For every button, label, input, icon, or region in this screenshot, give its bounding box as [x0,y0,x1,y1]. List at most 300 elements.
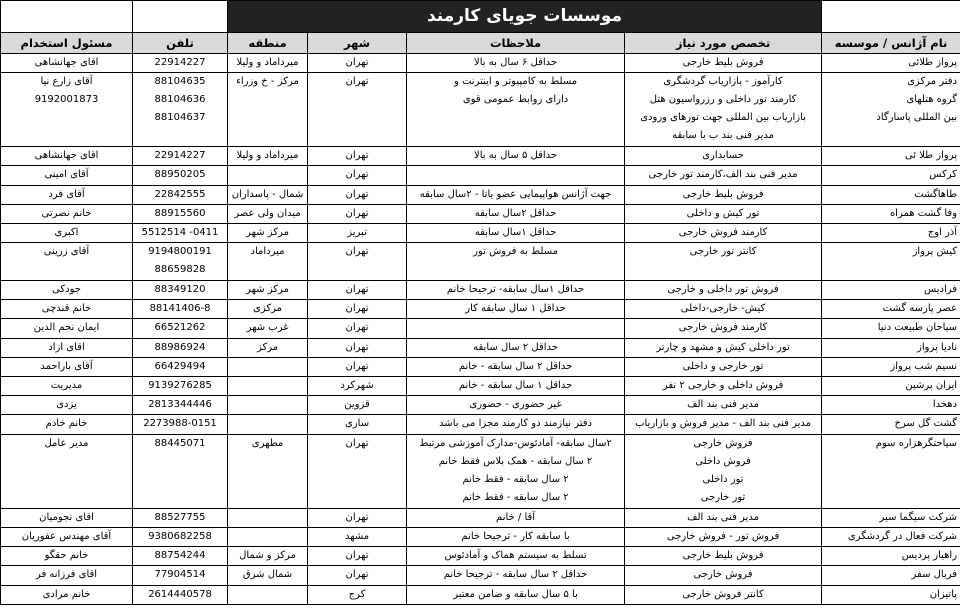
phone-text: 88104637 [154,112,206,124]
phone-text: 88950205 [154,169,206,181]
cell-city [308,338,407,357]
cell-notes [407,396,625,415]
phone-text: 0411- 5512514 [141,227,219,239]
cell-phone [133,204,228,223]
cell-city [308,243,407,280]
cell-city [308,415,407,434]
cell-contact [1,547,133,566]
contact-text: خانم حقگو [44,550,89,562]
agency-text: نادیا پرواز [917,341,958,353]
city-text: تهران [345,303,369,315]
cell-notes [407,566,625,585]
notes-text: مسلط به کامپیوتر و اینترنت و [453,76,578,88]
city-text: تهران [345,437,369,449]
contact-text: جودکی [52,283,81,295]
cell-agency [822,280,960,299]
notes-text: دفتر نیازمند دو کارمند مجزا می باشد [439,418,593,430]
cell-area [228,147,308,166]
agency-text: عصر پارسه گشت [882,303,958,315]
blank-cell [822,1,960,33]
agency-text: شرکت فعال در گردشگری [847,530,958,542]
cell-agency [822,508,960,527]
specialty-text: فروش خارجی [693,437,753,449]
city-text: تهران [345,360,369,372]
notes-text: مسلط به فروش تور [473,246,558,258]
cell-city [308,224,407,243]
cell-specialty [625,204,822,223]
table-row [1,319,960,338]
area-text [231,377,304,395]
city-text: مشهد [344,530,370,542]
area-text [231,415,304,433]
specialty-text: تور کیش و داخلی [686,207,760,219]
cell-city [308,73,407,147]
header-notes: ملاحظات [407,33,625,54]
specialty-text: کارمند فروش خارجی [678,227,768,239]
phone-text: 2273988-0151 [143,418,217,430]
specialty-text: کارآموز - بازاریاب گردشگری [663,76,783,88]
table-row [1,396,960,415]
city-text: تهران [345,341,369,353]
cell-phone [133,280,228,299]
cell-phone [133,527,228,546]
cell-phone [133,585,228,604]
table-row [1,185,960,204]
cell-area [228,280,308,299]
phone-text: 88527755 [154,511,206,523]
notes-text [410,319,621,337]
cell-area [228,376,308,395]
cell-contact [1,204,133,223]
area-text: غرب شهر [246,322,289,334]
specialty-text: بازاریاب بین المللی جهت تورهای ورودی [640,112,806,124]
specialty-text: کانتر تور خارجی [689,246,757,258]
cell-specialty [625,338,822,357]
cell-phone [133,508,228,527]
cell-city [308,547,407,566]
cell-area [228,54,308,73]
phone-text: 88986924 [154,341,206,353]
cell-agency [822,527,960,546]
cell-notes [407,54,625,73]
cell-phone [133,54,228,73]
cell-area [228,338,308,357]
contact-text: اقای نجومیان [39,511,94,523]
cell-specialty [625,434,822,508]
agency-text: کرکس [929,169,958,181]
cell-phone [133,434,228,508]
cell-area [228,166,308,185]
agency-text: آذر اوج [927,227,958,239]
cell-specialty [625,357,822,376]
agency-text: بین المللی پاسارگاد [876,112,958,124]
cell-area [228,185,308,204]
phone-text: 9139276285 [148,379,212,391]
cell-phone [133,396,228,415]
cell-area [228,508,308,527]
agency-text: راهیار پردیس [901,550,958,562]
area-text: مرکز شهر [246,283,289,295]
table-row [1,376,960,395]
notes-text: حداقل ۲سال سابقه [474,207,557,219]
cell-phone [133,166,228,185]
city-text: تهران [345,169,369,181]
city-text: تهران [345,569,369,581]
page-title: موسسات جویای کارمند [228,1,822,33]
notes-text: حداقل ۱سال سابقه- ترجیحا خانم [446,283,585,295]
cell-notes [407,338,625,357]
table-row [1,54,960,73]
contact-text: آقای فرد [48,188,85,200]
cell-agency [822,300,960,319]
cell-specialty [625,166,822,185]
contact-text: آقای مهندس عفوریان [21,530,112,542]
notes-text: حداقل ۲ سال سابقه - خانم [458,360,573,372]
cell-city [308,166,407,185]
cell-area [228,566,308,585]
cell-contact [1,376,133,395]
table-row [1,357,960,376]
city-text: تهران [345,283,369,295]
header-row [1,33,960,54]
notes-text: حداقل ۶ سال به بالا [474,57,558,68]
cell-city [308,434,407,508]
cell-agency [822,319,960,338]
cell-phone [133,338,228,357]
cell-specialty [625,224,822,243]
cell-city [308,527,407,546]
city-text: تهران [345,322,369,334]
header-area: منطقه [228,33,308,54]
agency-text: پرواز طلا ئی [904,150,958,162]
specialty-text: مدیر فنی بند الف [687,511,759,523]
phone-text: 77904514 [154,569,206,581]
cell-agency [822,166,960,185]
contact-text: اکبری [54,227,79,239]
cell-agency [822,547,960,566]
cell-city [308,357,407,376]
notes-text: آقا / خانم [496,511,536,523]
cell-phone [133,185,228,204]
city-text: تهران [345,207,369,219]
contact-text: مدیر عامل [44,437,89,449]
specialty-text: فروش بلیط خارجی [682,57,764,68]
specialty-text: حسابداری [702,150,744,162]
cell-contact [1,54,133,73]
cell-contact [1,280,133,299]
cell-phone [133,319,228,338]
cell-contact [1,566,133,585]
contact-text: اقای جهانشاهی [34,57,99,68]
agency-text: فربال سفر [911,569,958,581]
header-city: شهر [308,33,407,54]
cell-agency [822,396,960,415]
cell-phone [133,243,228,280]
table-row [1,434,960,508]
cell-contact [1,527,133,546]
agency-text: سیاحتگرهزاره سوم [875,437,958,449]
agency-text: کیش پرواز [912,246,958,258]
specialty-text: کارمند فروش خارجی [678,322,768,334]
contact-text: آقای زارع نیا [40,76,93,88]
cell-specialty [625,319,822,338]
cell-agency [822,73,960,147]
table-row [1,547,960,566]
cell-agency [822,338,960,357]
cell-notes [407,376,625,395]
cell-contact [1,147,133,166]
notes-text: حداقل ۲ سال سابقه [473,341,558,353]
specialty-text: فروش داخلی [695,455,751,467]
contact-text: آقای زرینی [43,246,90,258]
notes-text: جهت آژانس هواپیمایی عضو یاتا - ۲سال سابقه [419,188,612,200]
specialty-text: مدیر فنی بند الف - مدیر فروش و بازاریاب [635,418,811,430]
cell-contact [1,434,133,508]
cell-agency [822,224,960,243]
agency-text: فرادیس [923,283,958,295]
agency-text: پاتیزان [929,588,958,600]
phone-text: 88659828 [154,264,206,276]
cell-area [228,224,308,243]
header-agency: نام آژانس / موسسه [822,33,960,54]
cell-contact [1,319,133,338]
table-row [1,204,960,223]
notes-text: حداقل ۵ سال به بالا [474,150,558,162]
phone-text: 88445071 [154,437,206,449]
cell-notes [407,204,625,223]
contact-text: اقای ازاد [48,341,85,353]
contact-text: اقای فرزانه فر [35,569,98,581]
agency-text: سیاحان طبیعت دنیا [877,322,958,334]
cell-agency [822,243,960,280]
cell-area [228,585,308,604]
cell-notes [407,300,625,319]
specialty-text: تور خارجی [700,491,746,503]
cell-agency [822,204,960,223]
cell-agency [822,585,960,604]
area-text [231,358,304,376]
area-text [231,509,304,527]
table-row [1,566,960,585]
cell-specialty [625,396,822,415]
cell-area [228,319,308,338]
cell-specialty [625,54,822,73]
cell-contact [1,300,133,319]
cell-notes [407,527,625,546]
phone-text: 88104635 [154,76,206,88]
cell-phone [133,566,228,585]
cell-city [308,185,407,204]
cell-specialty [625,147,822,166]
cell-specialty [625,527,822,546]
table-row [1,415,960,434]
agency-text: پرواز طلائی [908,57,958,68]
title-row [1,1,960,33]
table-row [1,224,960,243]
cell-area [228,527,308,546]
cell-notes [407,508,625,527]
area-text [231,586,304,604]
notes-text: ۲ سال سابقه - فقط خانم [462,491,569,503]
cell-notes [407,224,625,243]
table-row [1,527,960,546]
area-text: مرکز شهر [246,227,289,239]
cell-phone [133,376,228,395]
table-row [1,300,960,319]
cell-contact [1,73,133,147]
cell-contact [1,166,133,185]
city-text: تهران [345,511,369,523]
cell-city [308,319,407,338]
cell-notes [407,280,625,299]
notes-text [410,166,621,184]
city-text: تهران [345,57,369,68]
cell-specialty [625,185,822,204]
table-row [1,585,960,604]
cell-agency [822,434,960,508]
cell-notes [407,319,625,338]
cell-agency [822,415,960,434]
notes-text: حداقل ۱ سال سابقه کار [465,303,566,315]
cell-specialty [625,585,822,604]
contact-text: خانم مرادی [42,588,91,600]
cell-phone [133,147,228,166]
header-phone: تلفن [133,33,228,54]
specialty-text: فروش بلیط خارجی [682,550,764,562]
cell-specialty [625,376,822,395]
cell-notes [407,357,625,376]
contact-text: خانم قندچی [41,303,92,315]
agency-text: گروه هتلهای [906,94,958,106]
contact-text: آقای باراحمد [40,360,93,372]
contact-text: اقای جهانشاهی [34,150,99,162]
table-row [1,166,960,185]
contact-text: آقای امینی [44,169,89,181]
city-text: کرج [348,588,366,600]
agency-text: وفا گشت همراه [889,207,958,219]
cell-specialty [625,415,822,434]
specialty-text: کارمند تور داخلی و رزرواسیون هتل [649,94,797,106]
phone-text: 88141406-8 [149,303,211,315]
area-text [231,396,304,414]
cell-phone [133,357,228,376]
table-row [1,73,960,147]
cell-contact [1,357,133,376]
cell-city [308,566,407,585]
specialty-text: تور داخلی کیش و مشهد و چارتر [656,341,790,353]
cell-area [228,357,308,376]
city-text: تهران [345,76,369,88]
area-text: شمال شرق [242,569,293,581]
phone-text: 66429494 [154,360,206,372]
phone-text: 88349120 [154,283,206,295]
city-text: قزوین [344,399,370,411]
area-text: مرکز - خ وزراء [236,76,299,88]
contact-text: یزدی [56,399,77,411]
cell-notes [407,185,625,204]
area-text [231,528,304,546]
agency-text: دهخدا [932,399,958,411]
cell-agency [822,185,960,204]
cell-city [308,204,407,223]
cell-specialty [625,243,822,280]
cell-phone [133,415,228,434]
specialty-text: فروش تور - فروش خارجی [666,530,780,542]
area-text: مرکزی [253,303,283,315]
notes-text: ۲ سال سابقه - فقط خانم [462,473,569,485]
cell-area [228,396,308,415]
area-text: مطهری [251,437,284,449]
cell-agency [822,54,960,73]
phone-text: 9194800191 [148,246,212,258]
specialty-text: فروش داخلی و خارجی ۲ نفر [662,379,784,391]
area-text: میرداماد [250,246,285,258]
cell-notes [407,243,625,280]
cell-specialty [625,508,822,527]
area-text: میرداماد و ولیلا [236,150,299,162]
cell-specialty [625,73,822,147]
header-specialty: تخصص مورد نیاز [625,33,822,54]
cell-notes [407,166,625,185]
city-text: تهران [345,246,369,258]
cell-area [228,434,308,508]
city-text: تهران [345,188,369,200]
cell-area [228,300,308,319]
specialty-text: کانتر فروش خارجی [682,588,764,600]
cell-contact [1,396,133,415]
contact-text: مدیریت [50,379,83,391]
cell-contact [1,508,133,527]
specialty-text: فروش بلیط خارجی [682,188,764,200]
contact-text: خانم نصرتی [41,207,92,219]
notes-text: حداقل ۲ سال سابقه - ترجیحا خانم [443,569,588,581]
cell-contact [1,243,133,280]
cell-area [228,415,308,434]
cell-city [308,54,407,73]
contact-text: 9192001873 [34,94,99,106]
notes-text: با ۵ سال سابقه و ضامن معتبر [453,588,578,600]
agency-text: گشت گل سرخ [894,418,958,430]
phone-text: 22842555 [154,188,206,200]
cell-contact [1,224,133,243]
cell-area [228,547,308,566]
area-text: مرکز [256,341,279,353]
contact-text: ایمان نجم الدین [33,322,100,334]
specialty-text: مدیر فنی بند ب با سابقه [672,130,774,142]
area-text [231,166,304,184]
agency-text: ایران پرشین [905,379,958,391]
phone-text: 88104636 [154,94,206,106]
area-text: شمال - پاسداران [231,188,304,200]
specialty-text: تور داخلی [702,473,744,485]
cell-city [308,280,407,299]
phone-text: 22914227 [154,57,206,68]
area-text: مرکز و شمال [239,550,296,562]
notes-text: تسلط به سیستم هماک و آمادئوس [444,550,587,562]
cell-contact [1,415,133,434]
cell-specialty [625,280,822,299]
cell-city [308,508,407,527]
agency-text: شرکت سیگما سیر [879,511,958,523]
city-text: تهران [345,150,369,162]
cell-city [308,585,407,604]
phone-text: 2813344446 [148,399,212,411]
cell-phone [133,73,228,147]
cell-notes [407,147,625,166]
phone-text: 9380682258 [148,530,212,542]
cell-area [228,243,308,280]
cell-contact [1,338,133,357]
